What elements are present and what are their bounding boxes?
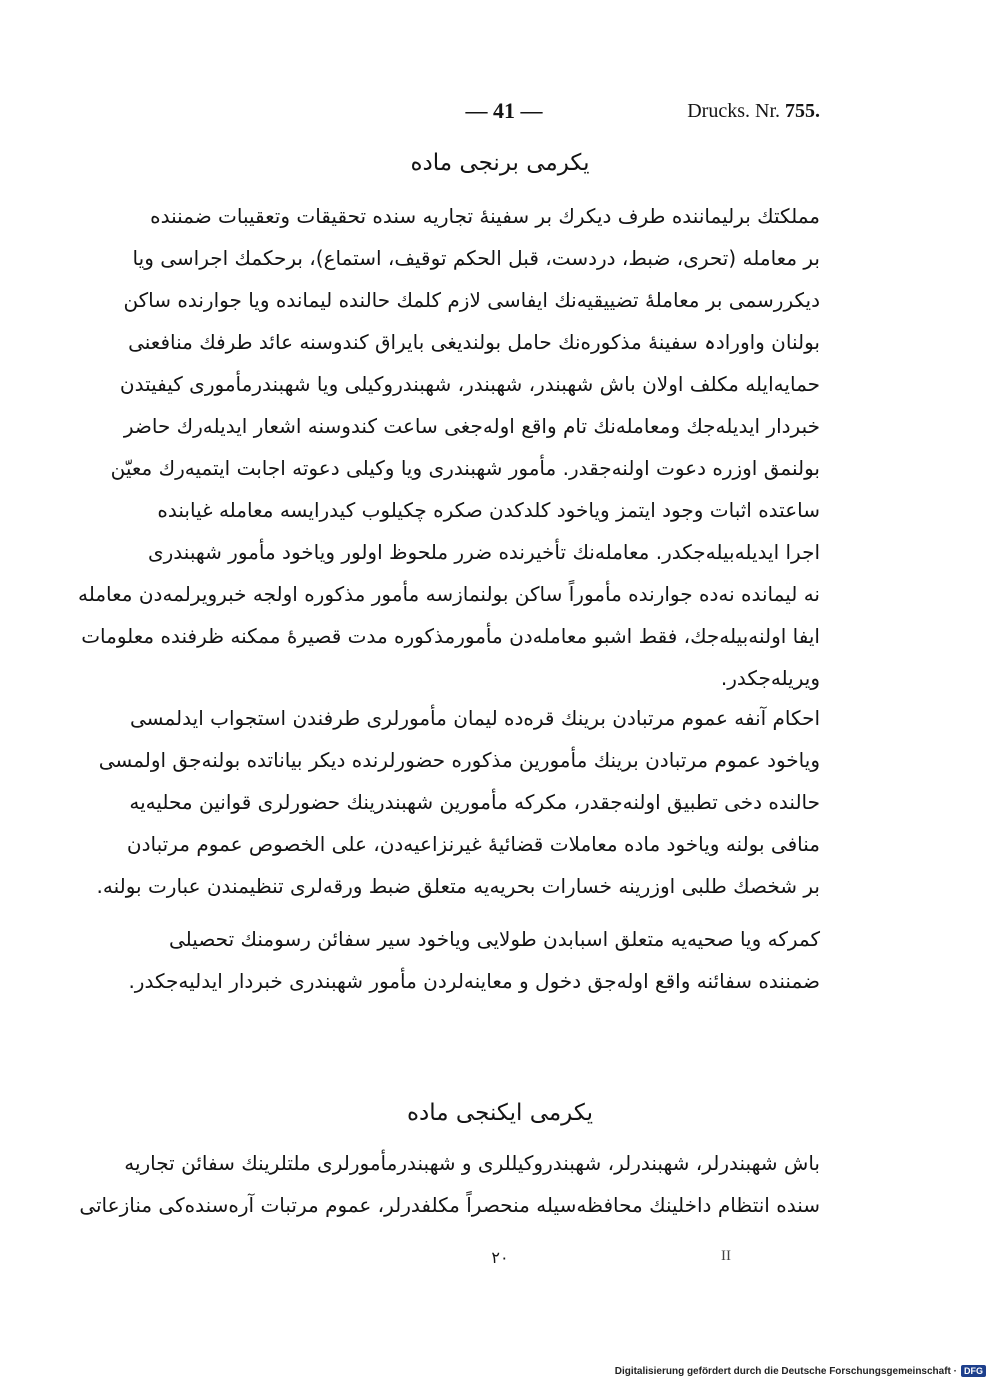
text-line: ساعتده اثبات وجود ایتمز ویاخود کلدکدن صکره چکیلوب کیدرایسه معامله غیابنده — [157, 498, 820, 522]
text-line: سنده انتظام داخلینك محافظه‌سیله منحصراً مکلفدرلر، عموم مرتبات آره‌سنده‌کی منازعاتی — [79, 1193, 820, 1217]
text-line: بولنان واورادہ سفینهٔ مذکوره‌نك حامل بولندیغی بایراق کندوسنه عائد طرفك منافعنی — [128, 330, 820, 354]
text-line: بولنمق اوزره دعوت اولنه‌جقدر. مأمور شهبندری ویا وکیلی دعوته اجابت ایتمیه‌رك معیّن — [110, 456, 820, 480]
article-21-paragraph-3 — [128, 918, 820, 1002]
footer-roman-signature: II — [721, 1248, 731, 1264]
text-line: اجرا ایدیله‌بیله‌جکدر. معامله‌نك تأخیرنده ضرر ملحوظ اولور ویاخود مأمور شهبندری — [147, 540, 820, 564]
text-line: کمرکه ویا صحیه‌یه متعلق اسبابدن طولایی ویاخود سیر سفائن رسومنك تحصیلی — [169, 927, 820, 951]
article-22-title: یکرمی ایکنجی ماده — [407, 1100, 593, 1126]
article-22-paragraph-1 — [79, 1142, 820, 1226]
text-line: باش شهبندرلر، شهبندرلر، شهبندروکیللری و شهبندرمأمورلری ملتلرینك سفائن تجاریه‌ — [124, 1151, 820, 1175]
text-line: ویاخود عموم مرتبادن برینك مأمورین مذکوره حضورلرنده دیکر بیاناتده بولنه‌جق اولمسی — [98, 748, 820, 772]
article-21-title: یکرمی برنجی ماده — [410, 150, 590, 176]
article-21-paragraph-2 — [96, 697, 820, 907]
dfg-logo: DFG — [961, 1365, 986, 1377]
text-line: نه لیمانده نه‌ده جوارنده مأموراً ساکن بولنمازسه مأمور مذکوره اولجه خبرویرلمه‌دن معامله — [78, 582, 820, 606]
text-line: احکام آنفه عموم مرتبادن برینك قره‌ده لیمان مأمورلری طرفندن استجواب ایدلمسی — [129, 706, 820, 730]
text-line: ویریله‌جکدر. — [720, 666, 820, 690]
print-reference-number: 755. — [785, 100, 820, 122]
text-line: دیکررسمی بر معاملهٔ تضییقیه‌نك ایفاسی لازم کلمك حالنده لیمانده ویا جوارنده ساکن — [123, 288, 820, 312]
article-21-paragraph-1 — [78, 195, 820, 699]
text-line: منافی بولنه ویاخود ماده معاملات قضائیهٔ غیرنزاعیه‌دن، علی الخصوص عموم مرتبادن — [126, 832, 820, 856]
page-number: — 41 — — [465, 98, 543, 123]
text-line: خبردار ایدیله‌جك ومعامله‌نك تام واقع اوله‌جغی ساعت کندوسنه اشعار ایدیله‌رك حاضر — [123, 414, 820, 438]
text-line: حالنده دخی تطبیق اولنه‌جقدر، مکرکه مأمورین شهبندرینك حضورلری قوانین محلیه‌یه — [129, 790, 820, 814]
text-line: ایفا اولنه‌بیله‌جك، فقط اشبو معامله‌دن مأمورمذکوره مدت قصیرهٔ ممکنه ظرفنده معلومات — [81, 624, 820, 648]
page-header — [0, 98, 1000, 132]
text-line: ضمننده سفائنه واقع اوله‌جق دخول و معاینه‌لردن مأمور شهبندری خبردار ایدلیه‌جکدر. — [128, 969, 820, 993]
print-reference — [687, 100, 820, 123]
text-line: مملکتك برلیماننده طرف دیکرك بر سفینهٔ تجاریه سنده تحقیقات وتعقیبات ضمننده — [150, 204, 820, 228]
funding-text: Digitalisierung gefördert durch die Deutsche Forschungsgemeinschaft · — [614, 1365, 957, 1377]
text-line: حمایه‌ایله مکلف اولان باش شهبندر، شهبندر، شهبندروکیلی ویا شهبندرمأموری کیفیتدن — [119, 372, 820, 396]
text-line: بر معامله (تحری، ضبط، دردست، قبل الحکم توقیف، استماع)، برحکمك اجراسی ویا — [132, 246, 820, 270]
text-line: بر شخصك طلبی اوزرینه خسارات بحریه‌یه متعلق ضبط ورقه‌لری تنظیمندن عبارت بولنه. — [96, 874, 820, 898]
funding-notice — [615, 1365, 986, 1377]
print-reference-label: Drucks. Nr. — [687, 100, 785, 122]
footer-arabic-page-number: ۲۰ — [491, 1248, 509, 1267]
